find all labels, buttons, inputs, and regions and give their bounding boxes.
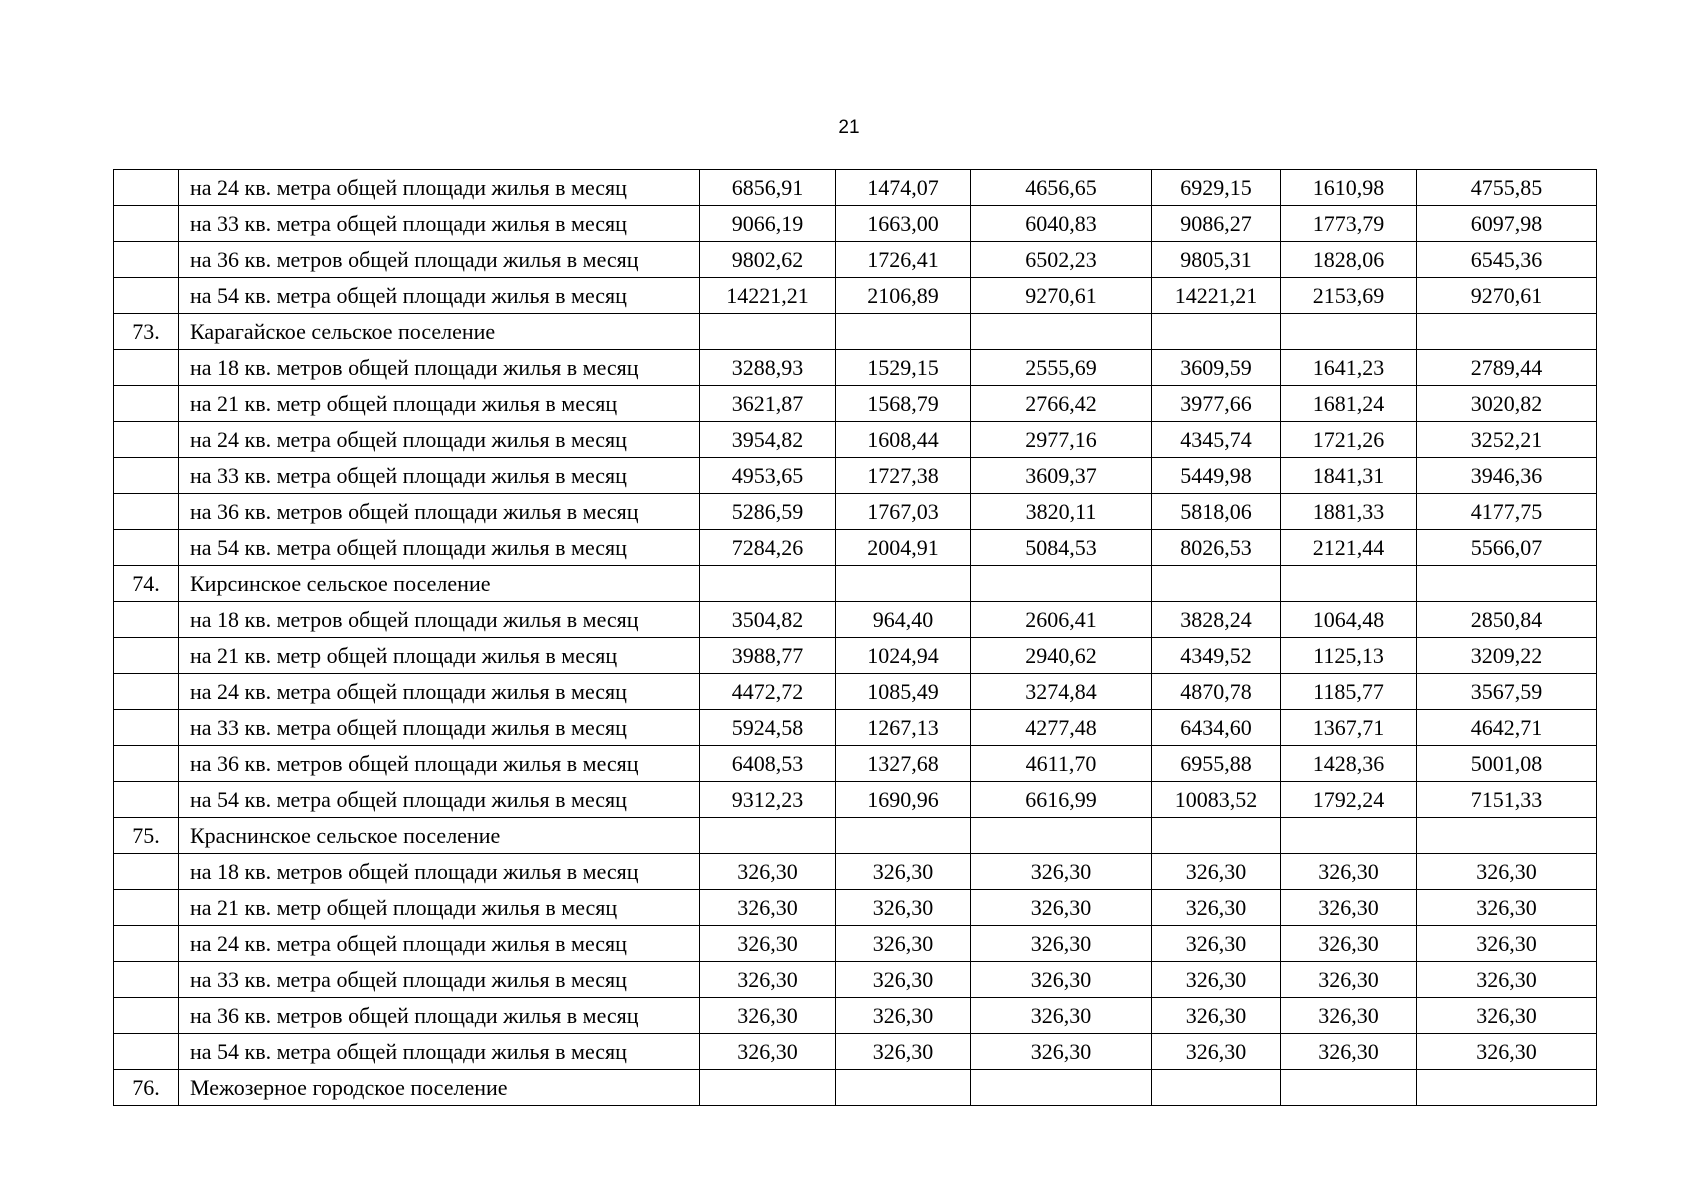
row-number xyxy=(114,350,179,386)
table-row xyxy=(114,1070,1597,1106)
value-cell: 14221,21 xyxy=(700,278,836,314)
value-cell: 1881,33 xyxy=(1281,494,1417,530)
value-cell: 5449,98 xyxy=(1152,458,1281,494)
value-cell: 326,30 xyxy=(1417,998,1597,1034)
value-cell: 326,30 xyxy=(1281,998,1417,1034)
row-label: на 21 кв. метр общей площади жилья в месяц xyxy=(179,890,700,926)
row-label: на 33 кв. метра общей площади жилья в месяц xyxy=(179,458,700,494)
value-cell xyxy=(971,314,1152,350)
value-cell: 6955,88 xyxy=(1152,746,1281,782)
value-cell: 326,30 xyxy=(1281,962,1417,998)
value-cell: 1726,41 xyxy=(836,242,971,278)
value-cell: 3567,59 xyxy=(1417,674,1597,710)
table-row xyxy=(114,782,1597,818)
value-cell: 1767,03 xyxy=(836,494,971,530)
table-row xyxy=(114,170,1597,206)
value-cell: 1125,13 xyxy=(1281,638,1417,674)
value-cell: 14221,21 xyxy=(1152,278,1281,314)
value-cell: 326,30 xyxy=(836,854,971,890)
value-cell xyxy=(700,566,836,602)
value-cell: 1681,24 xyxy=(1281,386,1417,422)
row-label: на 33 кв. метра общей площади жилья в месяц xyxy=(179,710,700,746)
row-label: на 36 кв. метров общей площади жилья в месяц xyxy=(179,494,700,530)
value-cell: 3977,66 xyxy=(1152,386,1281,422)
value-cell: 3820,11 xyxy=(971,494,1152,530)
value-cell xyxy=(1417,818,1597,854)
row-label: Межозерное городское поселение xyxy=(179,1070,700,1106)
table-row xyxy=(114,818,1597,854)
value-cell: 1085,49 xyxy=(836,674,971,710)
row-label: на 18 кв. метров общей площади жилья в месяц xyxy=(179,854,700,890)
row-label: на 18 кв. метров общей площади жилья в месяц xyxy=(179,350,700,386)
value-cell: 964,40 xyxy=(836,602,971,638)
value-cell: 1663,00 xyxy=(836,206,971,242)
value-cell xyxy=(1152,1070,1281,1106)
value-cell: 3621,87 xyxy=(700,386,836,422)
value-cell: 6040,83 xyxy=(971,206,1152,242)
row-number xyxy=(114,386,179,422)
value-cell: 1064,48 xyxy=(1281,602,1417,638)
value-cell: 1841,31 xyxy=(1281,458,1417,494)
row-label: на 24 кв. метра общей площади жилья в месяц xyxy=(179,170,700,206)
row-label: на 24 кв. метра общей площади жилья в месяц xyxy=(179,926,700,962)
value-cell: 3946,36 xyxy=(1417,458,1597,494)
value-cell: 2153,69 xyxy=(1281,278,1417,314)
value-cell: 1529,15 xyxy=(836,350,971,386)
row-number xyxy=(114,278,179,314)
table-row xyxy=(114,998,1597,1034)
row-label: на 33 кв. метра общей площади жилья в месяц xyxy=(179,206,700,242)
value-cell: 4611,70 xyxy=(971,746,1152,782)
value-cell: 6616,99 xyxy=(971,782,1152,818)
table-row xyxy=(114,350,1597,386)
value-cell: 6408,53 xyxy=(700,746,836,782)
value-cell: 4472,72 xyxy=(700,674,836,710)
value-cell: 1828,06 xyxy=(1281,242,1417,278)
row-number xyxy=(114,962,179,998)
value-cell: 326,30 xyxy=(1417,962,1597,998)
value-cell: 4277,48 xyxy=(971,710,1152,746)
value-cell: 8026,53 xyxy=(1152,530,1281,566)
tariff-table xyxy=(113,169,1597,1106)
table-row xyxy=(114,890,1597,926)
value-cell: 326,30 xyxy=(700,1034,836,1070)
table-row xyxy=(114,458,1597,494)
value-cell xyxy=(1417,1070,1597,1106)
value-cell xyxy=(1417,314,1597,350)
value-cell: 1568,79 xyxy=(836,386,971,422)
row-number xyxy=(114,422,179,458)
row-number xyxy=(114,602,179,638)
row-number xyxy=(114,494,179,530)
value-cell: 4656,65 xyxy=(971,170,1152,206)
value-cell: 326,30 xyxy=(1281,890,1417,926)
value-cell: 9312,23 xyxy=(700,782,836,818)
table-row xyxy=(114,422,1597,458)
table-row xyxy=(114,1034,1597,1070)
table-row xyxy=(114,854,1597,890)
value-cell: 2766,42 xyxy=(971,386,1152,422)
value-cell xyxy=(700,314,836,350)
value-cell: 9802,62 xyxy=(700,242,836,278)
value-cell xyxy=(1417,566,1597,602)
value-cell: 4953,65 xyxy=(700,458,836,494)
value-cell: 1690,96 xyxy=(836,782,971,818)
value-cell: 326,30 xyxy=(836,890,971,926)
table-row xyxy=(114,314,1597,350)
value-cell: 2606,41 xyxy=(971,602,1152,638)
row-number: 73. xyxy=(114,314,179,350)
table-row xyxy=(114,746,1597,782)
value-cell: 326,30 xyxy=(1281,926,1417,962)
table-row xyxy=(114,602,1597,638)
value-cell: 4345,74 xyxy=(1152,422,1281,458)
value-cell: 3288,93 xyxy=(700,350,836,386)
value-cell: 1721,26 xyxy=(1281,422,1417,458)
value-cell: 326,30 xyxy=(1417,1034,1597,1070)
value-cell: 6545,36 xyxy=(1417,242,1597,278)
row-number xyxy=(114,458,179,494)
page-number: 21 xyxy=(838,117,860,138)
value-cell: 326,30 xyxy=(836,926,971,962)
value-cell: 326,30 xyxy=(1281,1034,1417,1070)
value-cell: 6502,23 xyxy=(971,242,1152,278)
table-row xyxy=(114,242,1597,278)
value-cell xyxy=(836,818,971,854)
value-cell: 326,30 xyxy=(1152,854,1281,890)
value-cell: 326,30 xyxy=(1417,926,1597,962)
value-cell: 3252,21 xyxy=(1417,422,1597,458)
value-cell: 9270,61 xyxy=(1417,278,1597,314)
value-cell: 1474,07 xyxy=(836,170,971,206)
row-number xyxy=(114,170,179,206)
value-cell: 326,30 xyxy=(1152,890,1281,926)
value-cell: 4870,78 xyxy=(1152,674,1281,710)
value-cell: 6929,15 xyxy=(1152,170,1281,206)
row-number xyxy=(114,206,179,242)
value-cell: 7284,26 xyxy=(700,530,836,566)
value-cell: 5286,59 xyxy=(700,494,836,530)
table-row xyxy=(114,926,1597,962)
value-cell: 5566,07 xyxy=(1417,530,1597,566)
row-number xyxy=(114,854,179,890)
value-cell: 2121,44 xyxy=(1281,530,1417,566)
value-cell: 9270,61 xyxy=(971,278,1152,314)
row-label: на 21 кв. метр общей площади жилья в месяц xyxy=(179,386,700,422)
value-cell xyxy=(1281,566,1417,602)
value-cell: 326,30 xyxy=(971,926,1152,962)
value-cell: 326,30 xyxy=(836,998,971,1034)
value-cell: 1792,24 xyxy=(1281,782,1417,818)
row-number xyxy=(114,710,179,746)
row-label: на 36 кв. метров общей площади жилья в месяц xyxy=(179,746,700,782)
value-cell xyxy=(836,566,971,602)
row-number xyxy=(114,530,179,566)
table-row xyxy=(114,674,1597,710)
value-cell: 326,30 xyxy=(971,854,1152,890)
value-cell: 9066,19 xyxy=(700,206,836,242)
row-number xyxy=(114,638,179,674)
value-cell: 2940,62 xyxy=(971,638,1152,674)
value-cell: 326,30 xyxy=(1152,926,1281,962)
value-cell: 1428,36 xyxy=(1281,746,1417,782)
table-row xyxy=(114,962,1597,998)
value-cell: 326,30 xyxy=(1417,890,1597,926)
row-number xyxy=(114,242,179,278)
value-cell: 4177,75 xyxy=(1417,494,1597,530)
value-cell xyxy=(971,818,1152,854)
value-cell: 326,30 xyxy=(836,962,971,998)
value-cell: 326,30 xyxy=(700,926,836,962)
value-cell: 326,30 xyxy=(700,998,836,1034)
value-cell: 3020,82 xyxy=(1417,386,1597,422)
value-cell: 3274,84 xyxy=(971,674,1152,710)
value-cell xyxy=(971,1070,1152,1106)
value-cell: 2555,69 xyxy=(971,350,1152,386)
value-cell: 1185,77 xyxy=(1281,674,1417,710)
row-label: на 54 кв. метра общей площади жилья в месяц xyxy=(179,278,700,314)
value-cell: 3609,59 xyxy=(1152,350,1281,386)
value-cell: 4642,71 xyxy=(1417,710,1597,746)
value-cell: 2106,89 xyxy=(836,278,971,314)
value-cell xyxy=(1152,566,1281,602)
row-label: на 54 кв. метра общей площади жилья в месяц xyxy=(179,530,700,566)
table-body xyxy=(114,170,1597,1106)
row-label: на 33 кв. метра общей площади жилья в месяц xyxy=(179,962,700,998)
value-cell: 326,30 xyxy=(700,962,836,998)
value-cell: 5818,06 xyxy=(1152,494,1281,530)
value-cell: 326,30 xyxy=(700,854,836,890)
row-number: 75. xyxy=(114,818,179,854)
value-cell: 1641,23 xyxy=(1281,350,1417,386)
value-cell: 2850,84 xyxy=(1417,602,1597,638)
value-cell: 4755,85 xyxy=(1417,170,1597,206)
value-cell: 3609,37 xyxy=(971,458,1152,494)
value-cell xyxy=(836,1070,971,1106)
row-number xyxy=(114,746,179,782)
value-cell: 1327,68 xyxy=(836,746,971,782)
value-cell: 326,30 xyxy=(971,890,1152,926)
row-label: на 21 кв. метр общей площади жилья в месяц xyxy=(179,638,700,674)
value-cell: 326,30 xyxy=(1152,1034,1281,1070)
value-cell: 6434,60 xyxy=(1152,710,1281,746)
row-label: Краснинское сельское поселение xyxy=(179,818,700,854)
row-number xyxy=(114,674,179,710)
value-cell: 326,30 xyxy=(1152,998,1281,1034)
value-cell: 1727,38 xyxy=(836,458,971,494)
value-cell: 3504,82 xyxy=(700,602,836,638)
row-label: на 36 кв. метров общей площади жилья в месяц xyxy=(179,242,700,278)
value-cell: 326,30 xyxy=(700,890,836,926)
value-cell xyxy=(1281,314,1417,350)
row-label: Карагайское сельское поселение xyxy=(179,314,700,350)
value-cell xyxy=(1281,818,1417,854)
value-cell: 9086,27 xyxy=(1152,206,1281,242)
table-row xyxy=(114,638,1597,674)
value-cell xyxy=(1281,1070,1417,1106)
value-cell xyxy=(1152,818,1281,854)
value-cell: 326,30 xyxy=(1281,854,1417,890)
value-cell: 3954,82 xyxy=(700,422,836,458)
table-row xyxy=(114,566,1597,602)
row-number xyxy=(114,890,179,926)
value-cell: 326,30 xyxy=(1152,962,1281,998)
table-row xyxy=(114,494,1597,530)
table-row xyxy=(114,206,1597,242)
table-row xyxy=(114,710,1597,746)
value-cell: 2977,16 xyxy=(971,422,1152,458)
table-row xyxy=(114,530,1597,566)
value-cell xyxy=(971,566,1152,602)
row-label: на 36 кв. метров общей площади жилья в месяц xyxy=(179,998,700,1034)
row-label: на 54 кв. метра общей площади жилья в месяц xyxy=(179,782,700,818)
value-cell: 7151,33 xyxy=(1417,782,1597,818)
value-cell: 1773,79 xyxy=(1281,206,1417,242)
row-number xyxy=(114,1034,179,1070)
value-cell: 3988,77 xyxy=(700,638,836,674)
value-cell: 6856,91 xyxy=(700,170,836,206)
row-number xyxy=(114,926,179,962)
value-cell: 1610,98 xyxy=(1281,170,1417,206)
value-cell: 326,30 xyxy=(971,962,1152,998)
row-number: 76. xyxy=(114,1070,179,1106)
row-number xyxy=(114,998,179,1034)
value-cell: 1367,71 xyxy=(1281,710,1417,746)
row-number: 74. xyxy=(114,566,179,602)
row-number xyxy=(114,782,179,818)
value-cell: 3828,24 xyxy=(1152,602,1281,638)
value-cell: 3209,22 xyxy=(1417,638,1597,674)
value-cell: 5084,53 xyxy=(971,530,1152,566)
value-cell: 1267,13 xyxy=(836,710,971,746)
row-label: Кирсинское сельское поселение xyxy=(179,566,700,602)
value-cell: 5924,58 xyxy=(700,710,836,746)
value-cell: 2789,44 xyxy=(1417,350,1597,386)
value-cell: 326,30 xyxy=(836,1034,971,1070)
value-cell xyxy=(700,818,836,854)
row-label: на 24 кв. метра общей площади жилья в месяц xyxy=(179,674,700,710)
value-cell: 4349,52 xyxy=(1152,638,1281,674)
value-cell: 326,30 xyxy=(971,1034,1152,1070)
value-cell: 9805,31 xyxy=(1152,242,1281,278)
value-cell xyxy=(836,314,971,350)
value-cell: 10083,52 xyxy=(1152,782,1281,818)
value-cell: 1024,94 xyxy=(836,638,971,674)
value-cell: 1608,44 xyxy=(836,422,971,458)
value-cell: 5001,08 xyxy=(1417,746,1597,782)
value-cell xyxy=(700,1070,836,1106)
row-label: на 18 кв. метров общей площади жилья в месяц xyxy=(179,602,700,638)
table-row xyxy=(114,278,1597,314)
table-row xyxy=(114,386,1597,422)
row-label: на 24 кв. метра общей площади жилья в месяц xyxy=(179,422,700,458)
value-cell: 6097,98 xyxy=(1417,206,1597,242)
value-cell: 2004,91 xyxy=(836,530,971,566)
value-cell xyxy=(1152,314,1281,350)
row-label: на 54 кв. метра общей площади жилья в месяц xyxy=(179,1034,700,1070)
value-cell: 326,30 xyxy=(971,998,1152,1034)
value-cell: 326,30 xyxy=(1417,854,1597,890)
